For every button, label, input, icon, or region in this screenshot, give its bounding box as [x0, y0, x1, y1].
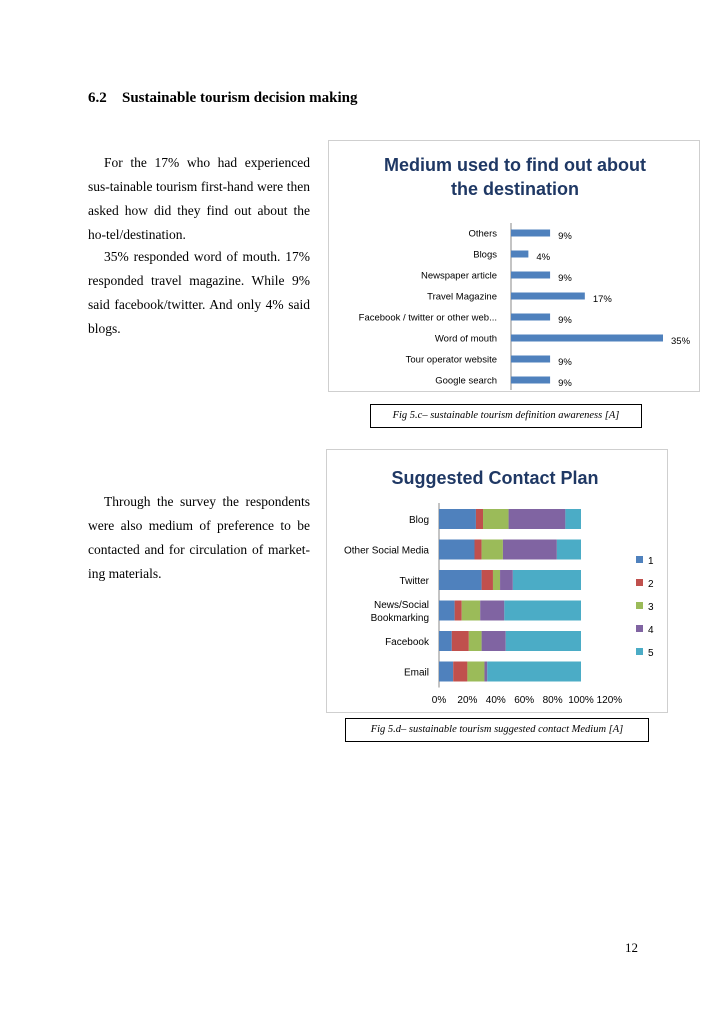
category-label: Word of mouth: [434, 333, 497, 345]
bar-segment: [469, 631, 482, 651]
category-label: Others: [468, 228, 497, 240]
chart-title: Medium used to find out about: [384, 155, 646, 175]
bar-segment: [480, 601, 504, 621]
data-label: 9%: [558, 231, 572, 242]
chart-contact-plan: [326, 449, 668, 713]
category-label: Google search: [435, 375, 497, 387]
bar-segment: [513, 570, 581, 590]
x-tick-label: 80%: [542, 695, 563, 706]
bar: [511, 251, 528, 258]
data-label: 9%: [558, 357, 572, 368]
data-label: 9%: [558, 315, 572, 326]
bar-segment: [462, 601, 480, 621]
x-tick-label: 120%: [596, 695, 623, 706]
x-tick-label: 60%: [514, 695, 535, 706]
chart-medium-used: [328, 140, 700, 392]
bar-segment: [475, 540, 482, 560]
legend-label: 1: [648, 556, 654, 567]
chart-medium-used-svg: [329, 141, 699, 391]
bar-segment: [483, 509, 509, 529]
category-label: Newspaper article: [420, 270, 497, 282]
x-tick-label: 20%: [457, 695, 478, 706]
bar-segment: [452, 631, 469, 651]
bar: [511, 230, 550, 237]
bar: [511, 293, 585, 300]
bar-segment: [439, 631, 452, 651]
data-label: 17%: [592, 294, 612, 305]
bar: [511, 377, 550, 384]
data-label: 35%: [671, 336, 691, 347]
figure-caption-5c: Fig 5.c– sustainable tourism definition awareness [A]: [370, 404, 642, 428]
data-label: 9%: [558, 273, 572, 284]
figure-caption-5d: Fig 5.d– sustainable tourism suggested contact Medium [A]: [345, 718, 649, 742]
bar-segment: [557, 540, 581, 560]
x-tick-label: 40%: [485, 695, 506, 706]
legend-swatch: [636, 602, 643, 609]
paragraph-3-text: Through the survey the respondents were also medium of preference to be contacted and for circulation of market-ing materials.: [88, 494, 310, 581]
bar-segment: [476, 509, 483, 529]
category-label: Blogs: [473, 249, 497, 261]
bar-segment: [487, 662, 581, 682]
legend-label: 5: [648, 648, 654, 659]
paragraph-1-text: For the 17% who had experienced sus-tainable tourism first-hand were then asked how did they find out about the ho-tel/destination.: [88, 155, 310, 242]
bar-segment: [484, 662, 487, 682]
bar-segment: [482, 540, 503, 560]
bar: [511, 272, 550, 279]
bar-segment: [509, 509, 566, 529]
legend-swatch: [636, 625, 643, 632]
category-label: Facebook / twitter or other web...: [358, 312, 497, 324]
legend-label: 2: [648, 579, 654, 590]
chart-contact-plan-svg: [327, 450, 667, 712]
legend-swatch: [636, 579, 643, 586]
bar-segment: [493, 570, 500, 590]
bar-segment: [482, 631, 506, 651]
bar-segment: [482, 570, 493, 590]
paragraph-2: [88, 245, 310, 341]
data-label: 9%: [558, 378, 572, 389]
category-label: Email: [403, 667, 429, 679]
bar-segment: [439, 570, 482, 590]
section-heading: [88, 90, 357, 107]
bar-segment: [467, 662, 484, 682]
category-label: Travel Magazine: [427, 291, 497, 303]
section-title: Sustainable tourism decision making: [122, 90, 358, 106]
bar-segment: [453, 662, 467, 682]
bar: [511, 314, 550, 321]
category-label: Tour operator website: [405, 354, 497, 366]
chart-title: the destination: [450, 179, 580, 199]
bar-segment: [455, 601, 462, 621]
paragraph-2-text: 35% responded word of mouth. 17% responded travel magazine. While 9% said facebook/twitter. And only 4% said blogs.: [88, 249, 310, 336]
category-label: Facebook: [385, 637, 429, 648]
bar-segment: [439, 509, 476, 529]
legend-label: 3: [648, 602, 654, 613]
page-number: 12: [625, 940, 638, 955]
x-tick-label: 0%: [431, 695, 447, 706]
chart-title: Suggested Contact Plan: [391, 468, 599, 488]
category-label: Blog: [408, 515, 429, 526]
legend-swatch: [636, 556, 643, 563]
bar-segment: [500, 570, 513, 590]
category-label: News/Social: [373, 600, 429, 611]
category-label: Bookmarking: [370, 613, 429, 624]
bar: [511, 356, 550, 363]
category-label: Twitter: [399, 576, 429, 587]
bar-segment: [439, 540, 475, 560]
bar-segment: [565, 509, 581, 529]
category-label: Other Social Media: [343, 545, 429, 557]
bar-segment: [503, 540, 557, 560]
data-label: 4%: [536, 252, 551, 263]
legend-label: 4: [648, 625, 654, 636]
bar: [511, 335, 663, 342]
bar-segment: [506, 631, 581, 651]
paragraph-3: [88, 490, 310, 586]
section-number: 6.2: [88, 90, 107, 106]
paragraph-1: [88, 151, 310, 247]
bar-segment: [504, 601, 581, 621]
bar-segment: [439, 601, 455, 621]
legend-swatch: [636, 648, 643, 655]
x-tick-label: 100%: [568, 695, 594, 706]
bar-segment: [439, 662, 453, 682]
